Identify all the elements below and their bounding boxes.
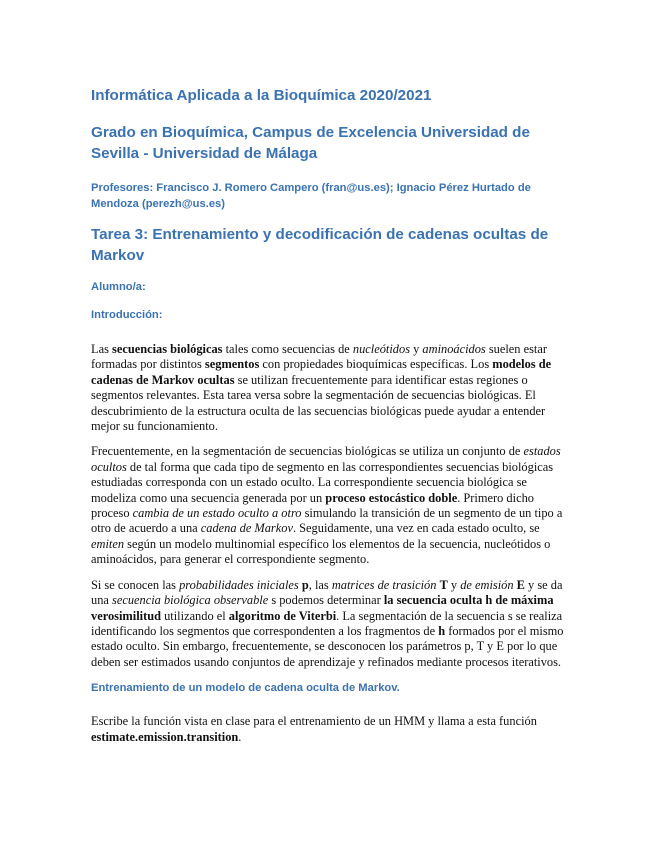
task-title: Tarea 3: Entrenamiento y decodificación de cadenas ocultas de Markov: [91, 226, 549, 264]
degree-title: Grado en Bioquímica, Campus de Excelencia Universidad de Sevilla - Universidad de Málaga: [91, 124, 530, 162]
intro-paragraph-2: Frecuentemente, en la segmentación de secuencias biológicas se utiliza un conjunto de estados ocultos de tal forma que cada tipo de segmento en las correspondientes secuencias biológicas estudiadas corresponda con un estado oculto. La correspondiente secuencia biológica se modeliza como una secuencia generada por un proceso estocástico doble. Primero dicho proceso cambia de un estado oculto a otro simulando la transición de un segmento de un tipo a otro de acuerdo a una cadena de Markov. Seguidamente, una vez en cada estado oculto, se emiten según un modelo multinomial específico los elementos de la secuencia, nucleótidos o aminoácidos, para generar el correspondiente segmento.: [91, 444, 563, 567]
intro-paragraph-3: Si se conocen las probabilidades iniciales p, las matrices de trasición T y de emisión E y se da una secuencia biológica observable s podemos determinar la secuencia oculta h de máxima verosimilitud utilizando el algoritmo de Viterbi. La segmentación de la secuencia s se realiza identificando los segmentos que correspondenten a los fragmentos de h formados por el mismo estado oculto. Sin embargo, frecuentemente, se desconocen los parámetros p, T y E por lo que deben ser estimados usando conjuntos de aprendizaje y refinados mediante procesos iterativos.: [91, 577, 564, 669]
intro-paragraph-1: Las secuencias biológicas tales como secuencias de nucleótidos y aminoácidos suelen estar formadas por distintos segmentos con propiedades bioquímicas específicas. Los modelos de cadenas de Markov ocultas se utilizan frecuentemente para identificar estas regiones o segmentos relevantes. Esta tarea versa sobre la segmentación de secuencias biológicas. El descubrimiento de la estructura oculta de las secuencias biológicas puede ayudar a entender mejor su funcionamiento.: [91, 342, 552, 434]
intro-heading: Introducción:: [91, 309, 163, 321]
professors-line: Profesores: Francisco J. Romero Campero (fran@us.es); Ignacio Pérez Hurtado de Mendoza (perezh@us.es): [91, 182, 531, 210]
document-page: [91, 86, 571, 745]
training-instructions: Escribe la función vista en clase para el entrenamiento de un HMM y llama a esta función estimate.emission.transition.: [91, 714, 537, 744]
training-section-heading: Entrenamiento de un modelo de cadena oculta de Markov.: [91, 682, 400, 695]
course-title: Informática Aplicada a la Bioquímica 2020/2021: [91, 87, 432, 104]
student-label: Alumno/a:: [91, 281, 146, 293]
